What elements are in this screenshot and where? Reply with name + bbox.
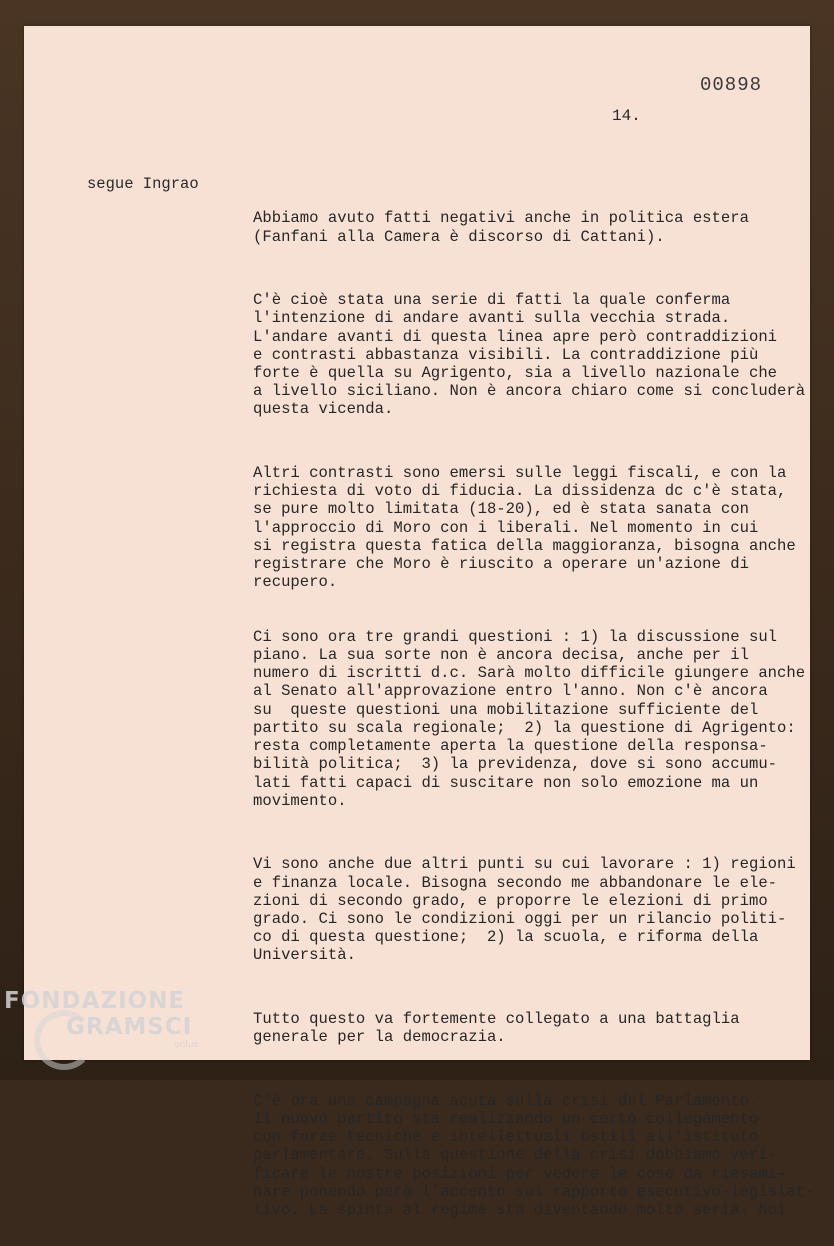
paragraph-2: C'è cioè stata una serie di fatti la quale conferma l'intenzione di andare avanti sulla vecchia strada. L'andare avanti di questa linea apre però contraddizioni e contrasti abbastanza visibili. La contraddizione più forte è quella su Agrigento, sia a livello nazionale che a livello siciliano. Non è ancora chiaro come si concluderà questa vicenda. bbox=[253, 291, 806, 419]
paragraph-7: C'è ora una campagna acuta sulla crisi del Parlamento. Il nuovo partito sta realizzando un certo collegamento con forze tecniche e intellettuali ostili all'istituto parlamentare. Sulla questione della crisi dobbiamo veri- ficare le nostre posizioni per vedere le cose da riesami- nare ponendo però l'accento sul rapporto esecutivo-legislat- tivo. La spinta al regime sta diventando molto seria. Noi bbox=[253, 1091, 815, 1219]
page-number: 14. bbox=[612, 107, 641, 125]
watermark-line-2: GRAMSCI bbox=[66, 1014, 193, 1040]
fondazione-gramsci-watermark bbox=[4, 988, 198, 1050]
body-text bbox=[253, 173, 813, 1246]
paragraph-5: Vi sono anche due altri punti su cui lavorare : 1) regioni e finanza locale. Bisogna secondo me abbandonare le ele- zioni di secondo grado, e proporre le elezioni di primo grado. Ci sono le condizioni oggi per un rilancio politi- co di questa questione; 2) la scuola, e riforma della Università. bbox=[253, 855, 796, 965]
watermark-line-3: onlus bbox=[174, 1040, 199, 1050]
speaker-label: segue Ingrao bbox=[87, 175, 199, 193]
paragraph-6: Tutto questo va fortemente collegato a una battaglia generale per la democrazia. bbox=[253, 1009, 740, 1047]
paragraph-3: Altri contrasti sono emersi sulle leggi fiscali, e con la richiesta di voto di fiducia. La dissidenza dc c'è stata, se pure molto limitata (18-20), ed è stata sanata con l'approccio di Moro con i liberali. Nel momento in cui si registra questa fatica della maggioranza, bisogna anche registrare che Moro è riuscito a operare un'azione di recupero. bbox=[253, 464, 796, 592]
paragraph-1: Abbiamo avuto fatti negativi anche in politica estera (Fanfani alla Camera è discorso di Cattani). bbox=[253, 209, 749, 246]
archive-number: 00898 bbox=[700, 74, 763, 96]
watermark-line-1: FONDAZIONE bbox=[4, 988, 186, 1014]
gramsci-logo-icon bbox=[34, 1010, 94, 1070]
paragraph-4: Ci sono ora tre grandi questioni : 1) la discussione sul piano. La sua sorte non è ancora decisa, anche per il numero di iscritti d.c. Sarà molto difficile giungere anche al Senato all'approvazione entro l'anno. Non c'è ancora su queste questioni una mobilitazione sufficiente del partito su scala regionale; 2) la questione di Agrigento: resta completamente aperta la questione della responsa- bilità politica; 3) la previdenza, dove si sono accumu- lati fatti capaci di suscitare non solo emozione ma un movimento. bbox=[253, 627, 806, 810]
